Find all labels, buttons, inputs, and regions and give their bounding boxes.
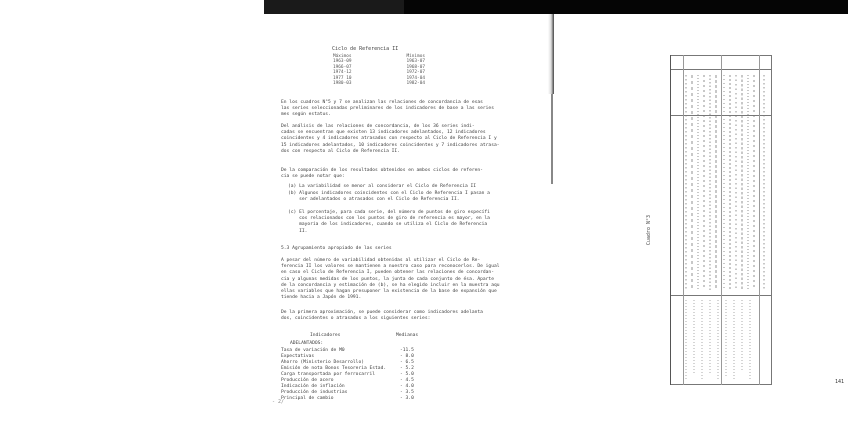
- paragraph: Del análisis de las relaciones de concordancia, de los 36 series indi- cadas se encuentran que existen 13 indicadores adelantados, 12 indicadores coincidentes y 4 indicadores atrasados con respecto al Ciclo de Referencia I y 15 indicadores adelantados, 10 indicadores coincidentes y 7 indicadores atrasa- dos con respecto al Ciclo de Referencia II.: [281, 124, 500, 154]
- page-number: 141: [835, 379, 845, 385]
- table-row-value: -11.5: [400, 348, 414, 353]
- list-item: (b) Algunos indicadores coincidentes con el Ciclo de Referencia I pasan a ser adelantados o atrasados con el Ciclo de Referencia II.: [288, 191, 490, 203]
- table-row-value: - 6.5: [400, 360, 414, 365]
- list-item: (c) El porcentaje, para cada serie, del número de puntos de giro específi cos relacionados con los puntos de giro de referencia es mayor, en la mayoría de los indicadores, cuando se utiliza el Ciclo de Referencia II.: [288, 210, 490, 234]
- cycle-row: 1974-12 1972-07: [333, 70, 425, 76]
- section-heading: 5.3 Agrupamiento apropiado de las series: [281, 246, 392, 251]
- cycle-row: 1980-03 1982-04: [333, 81, 425, 87]
- rotated-table-caption: Cuadro N°3: [646, 215, 652, 246]
- table-row-value: - 5.2: [400, 366, 414, 371]
- table-row-value: - 3.0: [400, 396, 414, 401]
- rotated-table-content: [670, 55, 770, 385]
- book-fold-line: [551, 94, 553, 184]
- paragraph: De la comparación de los resultados obtenidos en ambos ciclos de referen- cia se puede notar que:: [281, 168, 483, 180]
- table-row-value: - 3.5: [400, 390, 414, 395]
- table-row-label: Ahorro (Ministerio Desarrollo): [281, 360, 364, 365]
- book-fold-shadow: [548, 14, 554, 94]
- table-row-label: Principal de cambio: [281, 396, 334, 401]
- table-row-label: Carga transportada por ferrocarril: [281, 372, 376, 377]
- cycle-table: [333, 54, 425, 86]
- table-row-value: - 5.0: [400, 372, 414, 377]
- cycle-table-header: Máximos Mínimos: [333, 54, 425, 59]
- section-paragraph: A pesar del número de variabilidad obtenidas al utilizar el Ciclo de Re- ferencia II los valores se mantienen a nuestro caso para reconocerlos. De igual en caso el Ciclo de Referencia I, pueden obtener las relaciones de concordan- cia y algunas medidas de los puntos, la junta de cada conjunto de ésa. Aparte de la concordancia y estimación de (b), se ha elegido incluir en la muestra aqu ellas variables que hagan presuponer la existencia de la base de expansión que tiende hacia a Japón de 1991.: [281, 258, 500, 301]
- table-row-label: Emisión de nota Bonos Tesoreria Estad.: [281, 366, 387, 371]
- table-row-label: Tasa de variación de M0: [281, 348, 345, 353]
- leading-subheader: ADELANTADOS:: [290, 341, 324, 346]
- table-row-value: - 4.0: [400, 384, 414, 389]
- table-row-value: - 4.5: [400, 378, 414, 383]
- cycle-title: Ciclo de Referencia II: [332, 46, 399, 52]
- section-paragraph: De la primera aproximación, se puede considerar como indicadores adelanta dos, coincidentes o atrasados a los siguientes series:: [281, 310, 483, 322]
- table-row-value: - 8.0: [400, 354, 414, 359]
- table-row-label: Expectativas: [281, 354, 315, 359]
- cycle-row: 1966-07 1968-07: [333, 64, 425, 70]
- table-row-label: Indicación de inflación: [281, 384, 345, 389]
- cycle-row: 1963-09 1963-07: [333, 59, 425, 65]
- table-row-label: Producción de industrias: [281, 390, 348, 395]
- corner-mark: - 2/: [272, 399, 285, 405]
- table-row-label: Producción de acero: [281, 378, 334, 383]
- cycle-row: 1977 10 1974-04: [333, 75, 425, 81]
- paragraph: En los cuadros N°5 y 7 se analizan las relaciones de concordancia de esas las series seleccionadas preliminares de los indicadores de base a las series mes según estatus.: [281, 100, 494, 118]
- top-band-left: [264, 0, 404, 14]
- indicators-header: Indicadores: [310, 333, 341, 338]
- list-item: (a) La variabilidad se menor al considerar el Ciclo de Referencia II: [288, 184, 477, 189]
- medians-header: Medianas: [396, 333, 419, 338]
